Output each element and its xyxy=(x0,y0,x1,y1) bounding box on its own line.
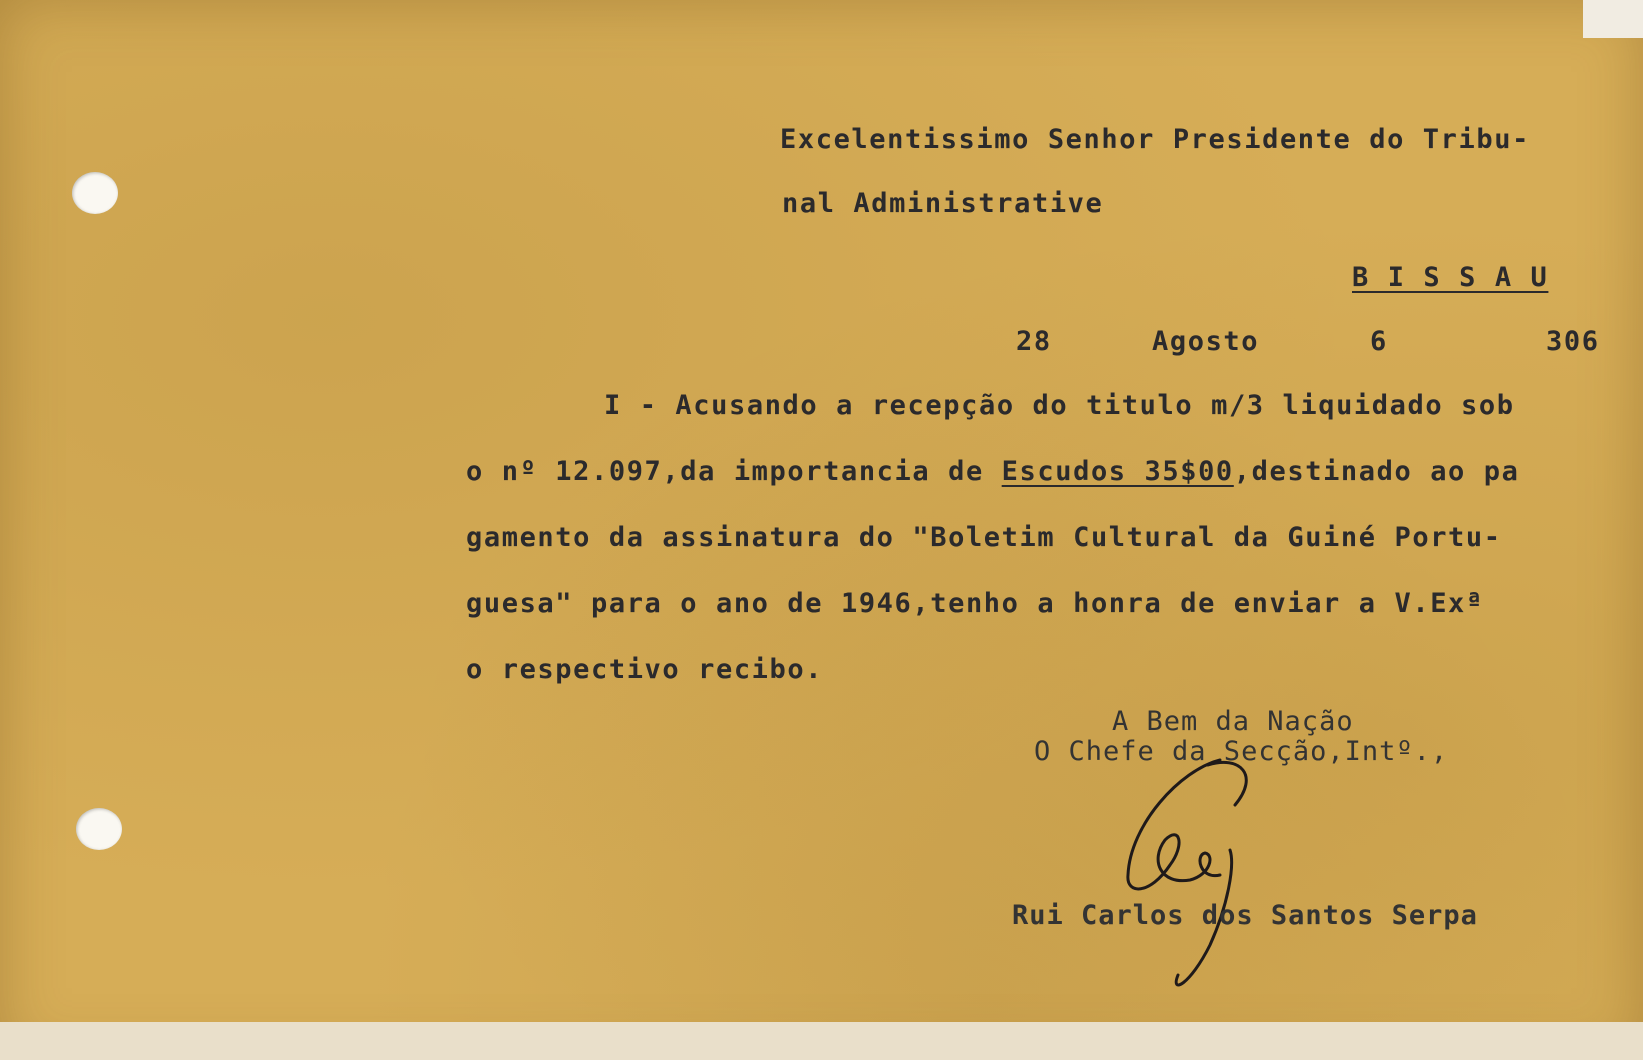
body-line-2 xyxy=(466,456,1519,487)
body-line-3: gamento da assinatura do "Boletim Cultural da Guiné Portu- xyxy=(466,522,1502,553)
date-year-ref: 6 xyxy=(1370,326,1388,357)
punch-hole-bottom xyxy=(76,808,122,850)
closing-salutation: A Bem da Nação xyxy=(1112,706,1354,737)
punch-hole-top xyxy=(72,172,118,214)
address-line-2: nal Administrative xyxy=(782,188,1104,219)
date-month: Agosto xyxy=(1152,326,1260,357)
address-line-1: Excelentissimo Senhor Presidente do Tribu- xyxy=(780,124,1530,155)
city-heading: B I S S A U xyxy=(1352,262,1549,293)
amount-underlined: Escudos 35$00 xyxy=(1001,456,1234,487)
body-line-1: I - Acusando a recepção do titulo m/3 liquidado sob xyxy=(604,390,1515,421)
closing-title: O Chefe da Secção,Intº., xyxy=(1034,736,1449,767)
reference-number: 306 xyxy=(1546,326,1600,357)
scan-bottom-strip xyxy=(0,1022,1643,1060)
scan-corner xyxy=(1583,0,1643,38)
signatory-name: Rui Carlos dos Santos Serpa xyxy=(1012,900,1478,931)
body-line-4: guesa" para o ano de 1946,tenho a honra de enviar a V.Exª xyxy=(466,588,1484,619)
body-line-2-start: o nº 12.097,da importancia de xyxy=(466,456,1002,487)
body-line-5: o respectivo recibo. xyxy=(466,654,824,685)
handwritten-signature xyxy=(1110,745,1310,1015)
date-day: 28 xyxy=(1016,326,1052,357)
body-line-2-end: ,destinado ao pa xyxy=(1233,456,1520,487)
